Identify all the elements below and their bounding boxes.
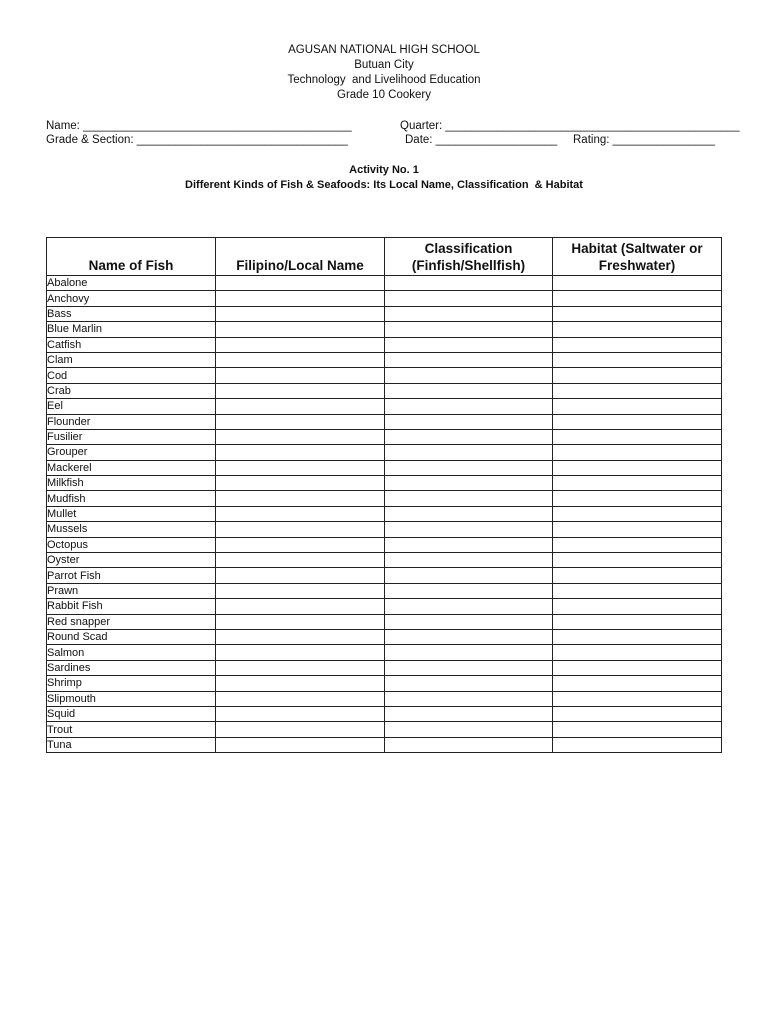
table-row [47,383,722,398]
habitat-cell[interactable] [553,383,722,398]
classification-cell[interactable] [385,383,553,398]
local-name-cell[interactable] [216,383,385,398]
local-name-cell[interactable] [216,337,385,352]
classification-cell[interactable] [385,460,553,475]
habitat-cell[interactable] [553,568,722,583]
habitat-cell[interactable] [553,506,722,521]
local-name-cell[interactable] [216,583,385,598]
classification-cell[interactable] [385,553,553,568]
classification-cell[interactable] [385,676,553,691]
habitat-cell[interactable] [553,399,722,414]
classification-cell[interactable] [385,722,553,737]
habitat-cell[interactable] [553,352,722,367]
habitat-cell[interactable] [553,614,722,629]
classification-cell[interactable] [385,291,553,306]
table-row [47,599,722,614]
classification-cell[interactable] [385,337,553,352]
local-name-cell[interactable] [216,599,385,614]
fish-name-cell: Red snapper [47,614,216,629]
habitat-cell[interactable] [553,414,722,429]
table-row [47,476,722,491]
fish-name-cell: Milkfish [47,476,216,491]
habitat-cell[interactable] [553,322,722,337]
local-name-cell[interactable] [216,629,385,644]
local-name-cell[interactable] [216,414,385,429]
classification-cell[interactable] [385,506,553,521]
local-name-cell[interactable] [216,537,385,552]
fish-name-cell: Bass [47,306,216,321]
habitat-cell[interactable] [553,476,722,491]
fish-name-cell: Shrimp [47,676,216,691]
local-name-cell[interactable] [216,568,385,583]
table-row [47,460,722,475]
classification-cell[interactable] [385,537,553,552]
header-classification: Classification (Finfish/Shellfish) [385,238,553,276]
classification-cell[interactable] [385,476,553,491]
school-name: AGUSAN NATIONAL HIGH SCHOOL [288,44,480,56]
local-name-cell[interactable] [216,553,385,568]
fish-name-cell: Parrot Fish [47,568,216,583]
city-name: Butuan City [354,59,414,71]
table-row [47,553,722,568]
local-name-cell[interactable] [216,522,385,537]
classification-cell[interactable] [385,306,553,321]
classification-cell[interactable] [385,399,553,414]
local-name-cell[interactable] [216,368,385,383]
name-field: Name: __________________________________________ [46,120,352,132]
habitat-cell[interactable] [553,583,722,598]
table-row [47,306,722,321]
fish-name-cell: Mussels [47,522,216,537]
habitat-cell[interactable] [553,660,722,675]
habitat-cell[interactable] [553,445,722,460]
habitat-cell[interactable] [553,537,722,552]
classification-cell[interactable] [385,276,553,291]
fish-name-cell: Mackerel [47,460,216,475]
classification-cell[interactable] [385,445,553,460]
local-name-cell[interactable] [216,614,385,629]
table-row [47,445,722,460]
table-row [47,414,722,429]
classification-cell[interactable] [385,414,553,429]
table-row [47,337,722,352]
fish-name-cell: Slipmouth [47,691,216,706]
table-row [47,491,722,506]
classification-cell[interactable] [385,629,553,644]
fish-name-cell: Eel [47,399,216,414]
table-row [47,368,722,383]
habitat-cell[interactable] [553,429,722,444]
habitat-cell[interactable] [553,629,722,644]
classification-cell[interactable] [385,429,553,444]
fish-name-cell: Mullet [47,506,216,521]
habitat-cell[interactable] [553,291,722,306]
classification-cell[interactable] [385,737,553,752]
table-row [47,506,722,521]
habitat-cell[interactable] [553,645,722,660]
local-name-cell[interactable] [216,429,385,444]
fish-name-cell: Catfish [47,337,216,352]
fish-name-cell: Grouper [47,445,216,460]
fish-name-cell: Cod [47,368,216,383]
local-name-cell[interactable] [216,691,385,706]
fish-name-cell: Round Scad [47,629,216,644]
classification-cell[interactable] [385,368,553,383]
habitat-cell[interactable] [553,276,722,291]
local-name-cell[interactable] [216,476,385,491]
grade-level: Grade 10 Cookery [337,89,431,101]
table-row [47,322,722,337]
classification-cell[interactable] [385,645,553,660]
classification-cell[interactable] [385,352,553,367]
fish-name-cell: Salmon [47,645,216,660]
header-habitat: Habitat (Saltwater or Freshwater) [553,238,722,276]
local-name-cell[interactable] [216,506,385,521]
local-name-cell[interactable] [216,660,385,675]
classification-cell[interactable] [385,660,553,675]
date-field: Date: ___________________ [405,134,558,146]
table-row [47,645,722,660]
classification-cell[interactable] [385,599,553,614]
classification-cell[interactable] [385,322,553,337]
habitat-cell[interactable] [553,553,722,568]
local-name-cell[interactable] [216,399,385,414]
local-name-cell[interactable] [216,322,385,337]
fish-name-cell: Abalone [47,276,216,291]
classification-cell[interactable] [385,706,553,721]
quarter-field: Quarter: ______________________________________________ [400,120,740,132]
local-name-cell[interactable] [216,445,385,460]
local-name-cell[interactable] [216,645,385,660]
activity-number: Activity No. 1 [349,164,419,176]
habitat-cell[interactable] [553,599,722,614]
table-row [47,614,722,629]
habitat-cell[interactable] [553,676,722,691]
fish-name-cell: Flounder [47,414,216,429]
local-name-cell[interactable] [216,460,385,475]
table-row [47,691,722,706]
local-name-cell[interactable] [216,737,385,752]
table-header-row [47,238,722,276]
local-name-cell[interactable] [216,491,385,506]
fish-name-cell: Anchovy [47,291,216,306]
table-row [47,660,722,675]
subject-name: Technology and Livelihood Education [287,74,481,86]
header-local-name: Filipino/Local Name [216,238,385,276]
fish-table [46,237,722,753]
table-row [47,583,722,598]
fish-name-cell: Trout [47,722,216,737]
fish-name-cell: Prawn [47,583,216,598]
fish-name-cell: Crab [47,383,216,398]
classification-cell[interactable] [385,583,553,598]
table-row [47,676,722,691]
habitat-cell[interactable] [553,491,722,506]
table-row [47,291,722,306]
fish-name-cell: Sardines [47,660,216,675]
fish-name-cell: Mudfish [47,491,216,506]
table-row [47,706,722,721]
habitat-cell[interactable] [553,368,722,383]
table-row [47,399,722,414]
fish-name-cell: Oyster [47,553,216,568]
table-row [47,429,722,444]
local-name-cell[interactable] [216,306,385,321]
local-name-cell[interactable] [216,706,385,721]
fish-name-cell: Fusilier [47,429,216,444]
local-name-cell[interactable] [216,291,385,306]
document-header [0,43,768,103]
fish-name-cell: Blue Marlin [47,322,216,337]
fish-name-cell: Rabbit Fish [47,599,216,614]
classification-cell[interactable] [385,522,553,537]
classification-cell[interactable] [385,691,553,706]
habitat-cell[interactable] [553,460,722,475]
local-name-cell[interactable] [216,276,385,291]
habitat-cell[interactable] [553,522,722,537]
local-name-cell[interactable] [216,676,385,691]
grade-section-field: Grade & Section: _________________________________ [46,134,348,146]
table-row [47,737,722,752]
classification-cell[interactable] [385,614,553,629]
header-name-of-fish: Name of Fish [47,238,216,276]
habitat-cell[interactable] [553,722,722,737]
table-row [47,276,722,291]
table-row [47,352,722,367]
table-row [47,722,722,737]
fish-name-cell: Octopus [47,537,216,552]
fish-name-cell: Tuna [47,737,216,752]
activity-title: Different Kinds of Fish & Seafoods: Its Local Name, Classification & Habitat [185,179,583,191]
table-row [47,522,722,537]
local-name-cell[interactable] [216,722,385,737]
table-row [47,537,722,552]
fish-name-cell: Squid [47,706,216,721]
habitat-cell[interactable] [553,706,722,721]
habitat-cell[interactable] [553,306,722,321]
habitat-cell[interactable] [553,337,722,352]
table-row [47,629,722,644]
classification-cell[interactable] [385,568,553,583]
local-name-cell[interactable] [216,352,385,367]
habitat-cell[interactable] [553,691,722,706]
habitat-cell[interactable] [553,737,722,752]
classification-cell[interactable] [385,491,553,506]
fish-name-cell: Clam [47,352,216,367]
table-row [47,568,722,583]
rating-field: Rating: ________________ [573,134,715,146]
activity-heading [0,163,768,193]
